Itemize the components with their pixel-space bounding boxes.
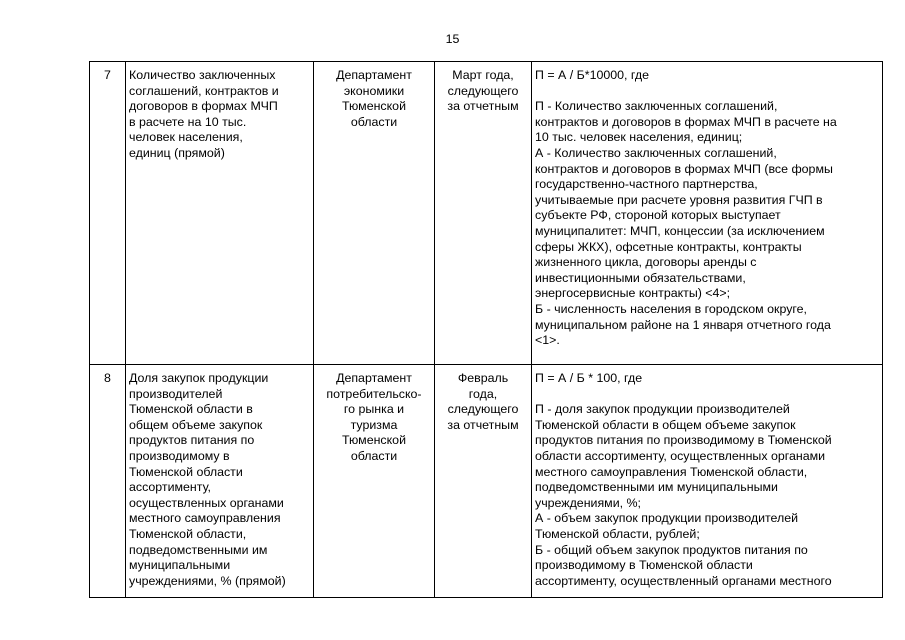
department-cell: Департамент экономики Тюменской области	[314, 62, 435, 365]
deadline-cell: Март года, следующего за отчетным	[435, 62, 532, 365]
deadline-cell: Февраль года, следующего за отчетным	[435, 365, 532, 598]
indicator-cell: Количество заключенных соглашений, контрактов и договоров в формах МЧП в расчете на 10 тыс. человек населения, единиц (прямой)	[126, 62, 314, 365]
department-cell: Департамент потребительско- го рынка и туризма Тюменской области	[314, 365, 435, 598]
indicators-table	[89, 61, 883, 598]
table-row	[90, 62, 883, 365]
formula-cell: П = А / Б * 100, где П - доля закупок продукции производителей Тюменской области в общем объеме закупок продуктов питания по производимому в Тюменской области ассортименту, осуществленных органами местного самоуправления Тюменской области, подведомственными им муниципальными учреждениями, %; А - объем закупок продукции производителей Тюменской области, рублей; Б - общий объем закупок продуктов питания по производимому в Тюменской области ассортименту, осуществленный органами местного	[532, 365, 883, 598]
row-number-cell: 8	[90, 365, 126, 598]
formula-cell: П = А / Б*10000, где П - Количество заключенных соглашений, контрактов и договоров в формах МЧП в расчете на 10 тыс. человек населения, единиц; А - Количество заключенных соглашений, контрактов и договоров в формах МЧП (все формы государственно-частного партнерства, учитываемые при расчете уровня развития ГЧП в субъекте РФ, стороной которых выступает муниципалитет: МЧП, концессии (за исключением сферы ЖКХ), офсетные контракты, контракты жизненного цикла, договоры аренды с инвестиционными обязательствами, энергосервисные контракты) <4>; Б - численность населения в городском округе, муниципальном районе на 1 января отчетного года <1>.	[532, 62, 883, 365]
page-number: 15	[445, 32, 460, 46]
indicator-cell: Доля закупок продукции производителей Тюменской области в общем объеме закупок продуктов питания по производимому в Тюменской области ассортименту, осуществленных органами местного самоуправления Тюменской области, подведомственными им муниципальными учреждениями, % (прямой)	[126, 365, 314, 598]
row-number-cell: 7	[90, 62, 126, 365]
table-row	[90, 365, 883, 598]
